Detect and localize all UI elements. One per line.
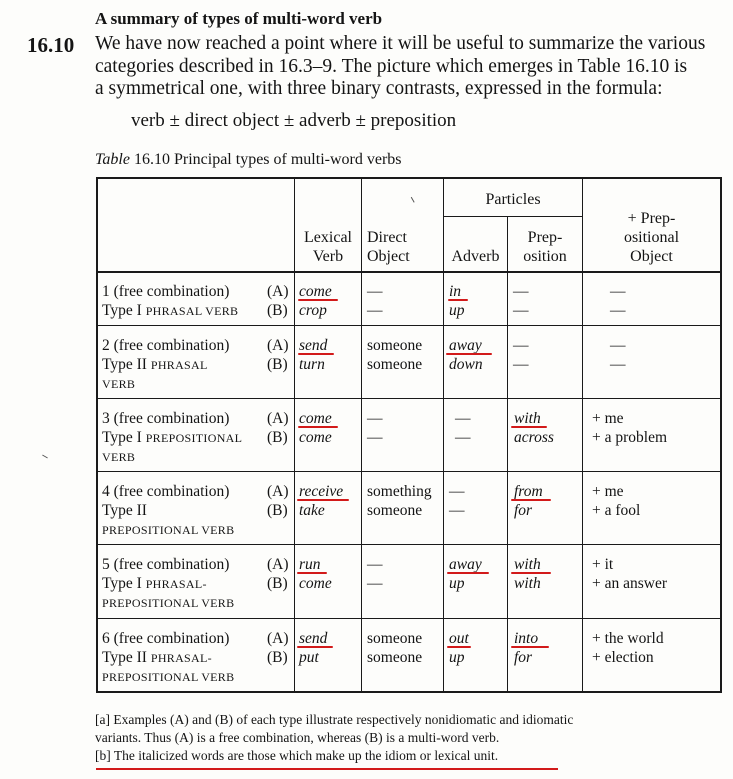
label-b: (B) [267,502,288,519]
intro-paragraph [95,33,705,101]
header-adverb: Adverb [451,248,500,265]
pobj-b: + a problem [592,429,668,446]
pobj-a: + me [592,483,624,500]
prep-b: for [514,502,533,519]
label-b: (B) [267,429,288,446]
pen-underline [297,646,333,648]
header-particles: Particles [485,191,541,208]
verb-b: take [299,502,325,519]
pen-underline [96,768,558,770]
prep-a: — [513,283,529,300]
table-row [98,336,720,409]
type-cell: 6 (free combination) Type II PHRASAL- PREPOSITIONAL VERB [102,630,235,684]
object-a: someone [367,337,423,354]
verb-b: crop [299,302,327,319]
verb-a: come [299,410,332,427]
pen-underline [511,572,551,574]
verb-a: receive [299,483,344,500]
pen-underline [448,299,468,301]
pobj-b: — [610,302,626,319]
pen-underline [446,353,492,355]
prep-b: across [514,429,554,446]
prep-b: — [513,356,529,373]
caption-title: Principal types of multi-word verbs [173,151,402,168]
type-cell: 1 (free combination) Type I PHRASAL VERB [102,283,239,319]
section-number: 16.10 [27,33,75,57]
object-b: — [367,429,383,446]
adverb-b: up [449,575,465,592]
prep-b: for [514,649,533,666]
intro-line: a symmetrical one, with three binary contrasts, expressed in the formula: [95,78,663,99]
type-cell: 5 (free combination) Type I PHRASAL- PREPOSITIONAL VERB [102,556,235,610]
pen-underline [297,572,327,574]
adverb-a: — [449,483,465,500]
label-a: (A) [267,483,289,500]
label-b: (B) [267,356,288,373]
label-b: (B) [267,649,288,666]
adverb-b: — [455,429,471,446]
object-a: someone [367,630,423,647]
header-lexical-verb: Lexical Verb [304,229,352,265]
pen-underline [298,426,338,428]
prep-a: — [513,337,529,354]
intro-line: categories described in 16.3–9. The picture which emerges in Table 16.10 is [95,55,688,77]
pobj-a: + the world [592,630,664,647]
pobj-a: — [610,283,626,300]
note-line: [a] Examples (A) and (B) of each type illustrate respectively nonidiomatic and idiomatic [95,712,574,727]
label-a: (A) [267,556,289,573]
prep-b: — [513,302,529,319]
pen-underline [447,572,489,574]
header-prepositional-object: + Prep- ositional Object [623,210,680,265]
adverb-a: away [449,556,482,573]
intro-line: We have now reached a point where it will be useful to summarize the various [95,33,706,54]
pen-underline [298,299,338,301]
pobj-a: + it [592,556,614,573]
prep-a: with [514,410,541,427]
adverb-a: out [449,630,469,647]
pobj-b: — [610,356,626,373]
pen-underline [511,646,549,648]
pobj-a: — [610,337,626,354]
verb-a: send [299,337,328,354]
label-b: (B) [267,575,288,592]
pobj-a: + me [592,410,624,427]
note-line: variants. Thus (A) is a free combination, whereas (B) is a multi-word verb. [95,730,500,745]
pen-underline [511,426,547,428]
pen-underline [297,499,349,501]
label-a: (A) [267,630,289,647]
table-caption [95,151,402,169]
object-a: — [367,556,383,573]
section-heading: A summary of types of multi-word verb [95,9,383,28]
object-a: — [367,283,383,300]
pen-tick [42,455,48,459]
object-b: someone [367,649,423,666]
prep-a: into [514,630,539,647]
pen-underline [298,353,334,355]
verb-a: run [299,556,321,573]
caption-number: 16.10 [133,151,170,168]
pen-underline [511,499,551,501]
verb-b: come [299,429,332,446]
label-b: (B) [267,302,288,319]
verb-a: come [299,283,332,300]
adverb-b: up [449,649,465,666]
prep-a: with [514,556,541,573]
object-a: something [367,483,432,500]
adverb-a: away [449,337,482,354]
header-direct-object: Direct Object [367,229,410,265]
pobj-b: + election [592,649,654,666]
adverb-a: — [455,410,471,427]
adverb-b: down [449,356,483,373]
note-line: [b] The italicized words are those which make up the idiom or lexical unit. [95,748,499,763]
verb-b: come [299,575,332,592]
table-row [98,409,720,482]
type-cell: 4 (free combination) Type II PREPOSITIONAL VERB [102,483,235,537]
label-a: (A) [267,337,289,354]
verb-b: turn [299,356,325,373]
type-cell: 2 (free combination) Type II PHRASAL VERB [102,337,230,391]
header-preposition: Prep- osition [523,229,567,265]
table-row [98,555,720,628]
types-table [96,177,722,693]
object-b: someone [367,502,423,519]
adverb-a: in [449,283,462,300]
pobj-b: + a fool [592,502,641,519]
formula: verb ± direct object ± adverb ± preposition [131,110,457,131]
table-notes [95,711,725,765]
table-row [98,629,720,702]
pen-underline [447,646,471,648]
label-a: (A) [267,410,289,427]
pobj-b: + an answer [592,575,668,592]
type-cell: 3 (free combination) Type I PREPOSITIONAL VERB [102,410,243,464]
verb-a: send [299,630,328,647]
adverb-b: — [449,502,465,519]
object-b: — [367,302,383,319]
object-b: — [367,575,383,592]
prep-b: with [514,575,541,592]
object-a: — [367,410,383,427]
label-a: (A) [267,283,289,300]
prep-a: from [514,483,543,500]
object-b: someone [367,356,423,373]
verb-b: put [299,649,319,666]
table-row [98,482,720,555]
caption-label: Table [95,151,130,168]
adverb-b: up [449,302,465,319]
